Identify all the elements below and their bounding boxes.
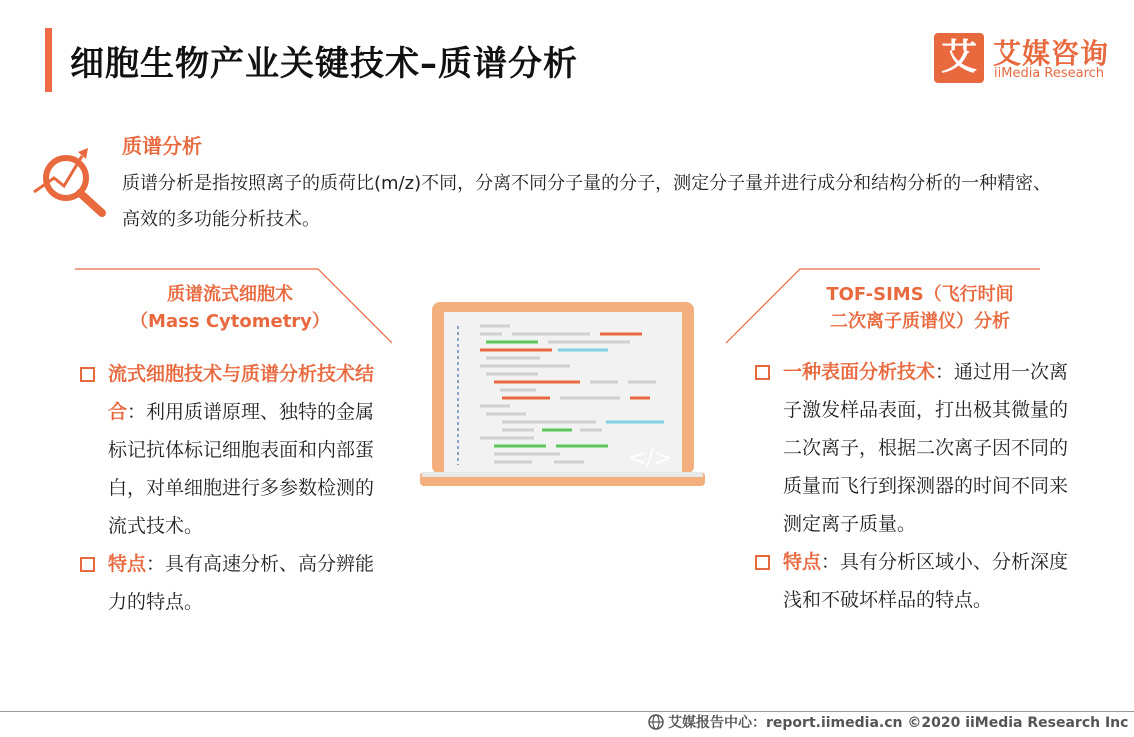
left-section-title-line2: （Mass Cytometry）	[130, 311, 330, 332]
right-section-title-line2: 二次离子质谱仪）分析	[830, 311, 1010, 332]
square-bullet-icon	[755, 365, 770, 380]
right-section-title-line1: TOF-SIMS（飞行时间	[826, 284, 1014, 305]
bullet-highlight: 特点	[108, 553, 147, 575]
bullet-text: ：利用质谱原理、独特的金属标记抗体标记细胞表面和内部蛋白，对单细胞进行多参数检测的流式技术。	[108, 401, 375, 537]
list-item	[80, 545, 385, 621]
footer-text: 艾媒报告中心：report.iimedia.cn ©2020 iiMedia Research Inc	[668, 715, 1129, 731]
left-bullet-list	[80, 355, 385, 621]
left-section-title	[85, 281, 375, 335]
magnifier-chart-icon	[32, 142, 112, 222]
bullet-highlight: 流式细胞技术与质谱分析技术结合	[108, 363, 375, 423]
bullet-text: ：通过用一次离子激发样品表面，打出极其微量的二次离子，根据二次离子因不同的质量而飞行到探测器的时间不同来测定离子质量。	[783, 361, 1069, 535]
intro-text: 质谱分析是指按照离子的质荷比(m/z)不同，分离不同分子量的分子，测定分子量并进行成分和结构分析的一种精密、高效的多功能分析技术。	[122, 173, 1052, 230]
page-title: 细胞生物产业关键技术–质谱分析	[70, 44, 578, 84]
bullet-highlight: 特点	[783, 551, 822, 573]
globe-icon	[648, 714, 664, 730]
right-bullet-list	[755, 353, 1085, 619]
logo-name-cn: 艾媒咨询	[993, 37, 1110, 70]
footer	[648, 712, 1128, 734]
logo-name-en: iiMedia Research	[994, 66, 1105, 81]
left-section-title-line1: 质谱流式细胞术	[167, 284, 293, 305]
list-item	[80, 355, 385, 545]
right-section-title	[770, 281, 1070, 335]
bullet-text: ：具有高速分析、高分辨能力的特点。	[108, 553, 375, 613]
square-bullet-icon	[80, 367, 95, 382]
logo-mark: 艾	[934, 33, 984, 83]
list-item	[755, 543, 1085, 619]
intro-title: 质谱分析	[122, 134, 202, 158]
bullet-highlight: 一种表面分析技术	[783, 361, 936, 383]
square-bullet-icon	[755, 555, 770, 570]
title-accent-bar	[45, 28, 52, 92]
bullet-text: ：具有分析区域小、分析深度浅和不破坏样品的特点。	[783, 551, 1069, 611]
list-item	[755, 353, 1085, 543]
code-symbol: </>	[627, 446, 673, 471]
laptop-code-icon	[420, 300, 705, 490]
square-bullet-icon	[80, 557, 95, 572]
